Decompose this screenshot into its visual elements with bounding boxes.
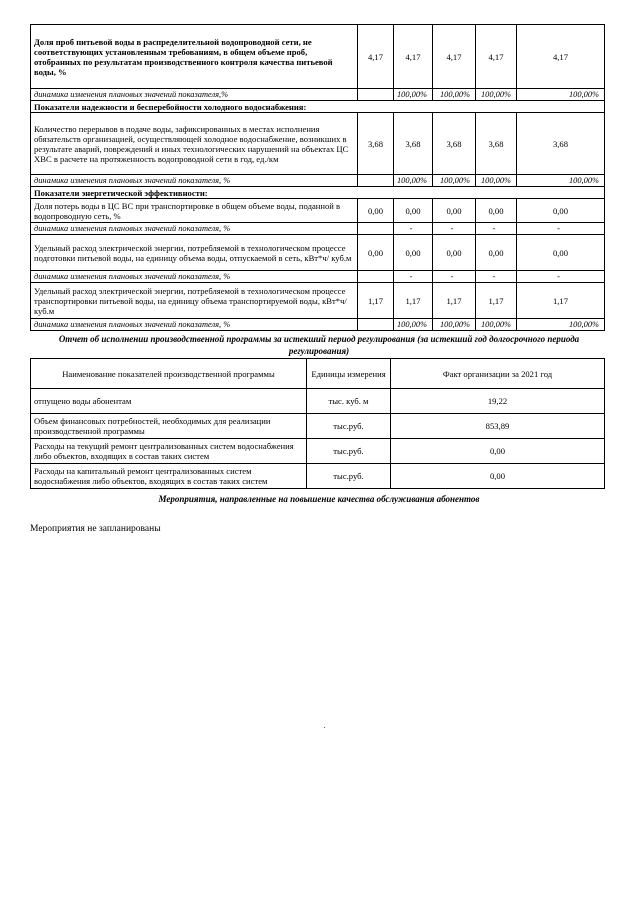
value-cell: 4,17: [517, 25, 605, 89]
measures-caption: Мероприятия, направленные на повышение качества обслуживания абонентов: [158, 494, 480, 504]
report-caption: Отчет об исполнении производственной программы за истекший период регулирования (за истекший год долгосрочного периода регулирования): [58, 334, 580, 356]
section-heading: Показатели энергетической эффективности:: [31, 187, 605, 199]
value-cell: 0,00: [394, 235, 433, 271]
value-cell: -: [433, 223, 476, 235]
value-cell: -: [517, 223, 605, 235]
value-cell: 100,00%: [433, 319, 476, 331]
value-cell: 0,00: [476, 199, 517, 223]
value-cell: 4,17: [394, 25, 433, 89]
value-cell: 4,17: [358, 25, 394, 89]
dynamics-row: [31, 319, 605, 331]
section-row: [31, 101, 605, 113]
value-cell: 3,68: [358, 113, 394, 175]
value-cell: 100,00%: [433, 175, 476, 187]
dynamics-row: [31, 223, 605, 235]
value-cell: -: [517, 271, 605, 283]
unit-cell: тыс. куб. м: [307, 389, 391, 414]
indicator-label: Расходы на текущий ремонт централизованных систем водоснабжения либо объектов, входящих в состав таких систем: [31, 439, 307, 464]
unit-cell: тыс.руб.: [307, 414, 391, 439]
value-cell: 1,17: [358, 283, 394, 319]
unit-cell: тыс.руб.: [307, 439, 391, 464]
table-row: [31, 414, 605, 439]
scan-dot: [324, 727, 325, 728]
value-cell: 1,17: [433, 283, 476, 319]
value-cell: 0,00: [433, 199, 476, 223]
dynamics-label: динамика изменения плановых значений показателя, %: [31, 175, 358, 187]
indicators-table: [30, 24, 605, 331]
table-header-row: [31, 359, 605, 389]
value-cell: 100,00%: [476, 319, 517, 331]
indicator-label: Доля проб питьевой воды в распределительной водопроводной сети, не соответствующих установленным требованиям, в общем объеме проб, отобранных по результатам производственного контроля качества питьевой воды, %: [31, 25, 358, 89]
section-heading: Показатели надежности и бесперебойности холодного водоснабжения:: [31, 101, 605, 113]
value-cell: 0,00: [391, 464, 605, 489]
table-row: [31, 25, 605, 89]
value-cell: [358, 89, 394, 101]
value-cell: 3,68: [517, 113, 605, 175]
value-cell: 100,00%: [394, 89, 433, 101]
value-cell: -: [476, 271, 517, 283]
dynamics-row: [31, 175, 605, 187]
measures-note: Мероприятия не запланированы: [30, 524, 161, 534]
dynamics-row: [31, 271, 605, 283]
table-row: [31, 464, 605, 489]
dynamics-label: динамика изменения плановых значений показателя, %: [31, 319, 358, 331]
value-cell: 3,68: [394, 113, 433, 175]
value-cell: -: [476, 223, 517, 235]
indicator-label: Удельный расход электрической энергии, потребляемой в технологическом процессе транспортировки питьевой воды, на единицу объема транспортируемой воды, кВт*ч/ куб.м: [31, 283, 358, 319]
section-row: [31, 187, 605, 199]
indicator-label: Расходы на капитальный ремонт централизованных систем водоснабжения либо объектов, входящих в состав таких систем: [31, 464, 307, 489]
value-cell: 0,00: [433, 235, 476, 271]
value-cell: 100,00%: [394, 175, 433, 187]
value-cell: 4,17: [476, 25, 517, 89]
value-cell: 100,00%: [517, 89, 605, 101]
value-cell: [358, 319, 394, 331]
indicator-label: Объем финансовых потребностей, необходимых для реализации производственной программы: [31, 414, 307, 439]
table-row: [31, 235, 605, 271]
value-cell: 3,68: [433, 113, 476, 175]
value-cell: 0,00: [391, 439, 605, 464]
value-cell: 100,00%: [476, 175, 517, 187]
value-cell: -: [394, 271, 433, 283]
report-table: [30, 358, 605, 489]
value-cell: 100,00%: [476, 89, 517, 101]
value-cell: 1,17: [476, 283, 517, 319]
value-cell: -: [394, 223, 433, 235]
value-cell: 0,00: [394, 199, 433, 223]
value-cell: 1,17: [517, 283, 605, 319]
column-header: Факт организации за 2021 год: [391, 359, 605, 389]
value-cell: 100,00%: [517, 319, 605, 331]
value-cell: 0,00: [476, 235, 517, 271]
indicator-label: отпущено воды абонентам: [31, 389, 307, 414]
value-cell: 0,00: [358, 235, 394, 271]
value-cell: 853,89: [391, 414, 605, 439]
table-row: [31, 439, 605, 464]
table-row: [31, 389, 605, 414]
unit-cell: тыс.руб.: [307, 464, 391, 489]
value-cell: 100,00%: [517, 175, 605, 187]
value-cell: [358, 271, 394, 283]
value-cell: 3,68: [476, 113, 517, 175]
table-row: [31, 199, 605, 223]
value-cell: [358, 175, 394, 187]
value-cell: 100,00%: [394, 319, 433, 331]
value-cell: 100,00%: [433, 89, 476, 101]
column-header: Единицы измерения: [307, 359, 391, 389]
value-cell: 0,00: [517, 199, 605, 223]
dynamics-label: динамика изменения плановых значений показателя,%: [31, 89, 358, 101]
value-cell: 4,17: [433, 25, 476, 89]
table-row: [31, 283, 605, 319]
dynamics-label: динамика изменения плановых значений показателя, %: [31, 271, 358, 283]
table-row: [31, 113, 605, 175]
indicator-label: Доля потерь воды в ЦС ВС при транспортировке в общем объеме воды, поданной в водопроводную сеть, %: [31, 199, 358, 223]
indicator-label: Удельный расход электрической энергии, потребляемой в технологическом процессе подготовки питьевой воды, на единицу объема воды, отпускаемой в сеть, кВт*ч/ куб.м: [31, 235, 358, 271]
value-cell: -: [433, 271, 476, 283]
value-cell: 1,17: [394, 283, 433, 319]
dynamics-row: [31, 89, 605, 101]
column-header: Наименование показателей производственной программы: [31, 359, 307, 389]
dynamics-label: динамика изменения плановых значений показателя, %: [31, 223, 358, 235]
indicator-label: Количество перерывов в подаче воды, зафиксированных в местах исполнения обязательств организацией, осуществляющей холодное водоснабжение, возникших в результате аварий, повреждений и иных технологических нарушений на объектах ЦС ХВС в расчете на протяженность водопроводной сети в год, ед./км: [31, 113, 358, 175]
value-cell: 0,00: [517, 235, 605, 271]
value-cell: [358, 223, 394, 235]
value-cell: 0,00: [358, 199, 394, 223]
value-cell: 19,22: [391, 389, 605, 414]
